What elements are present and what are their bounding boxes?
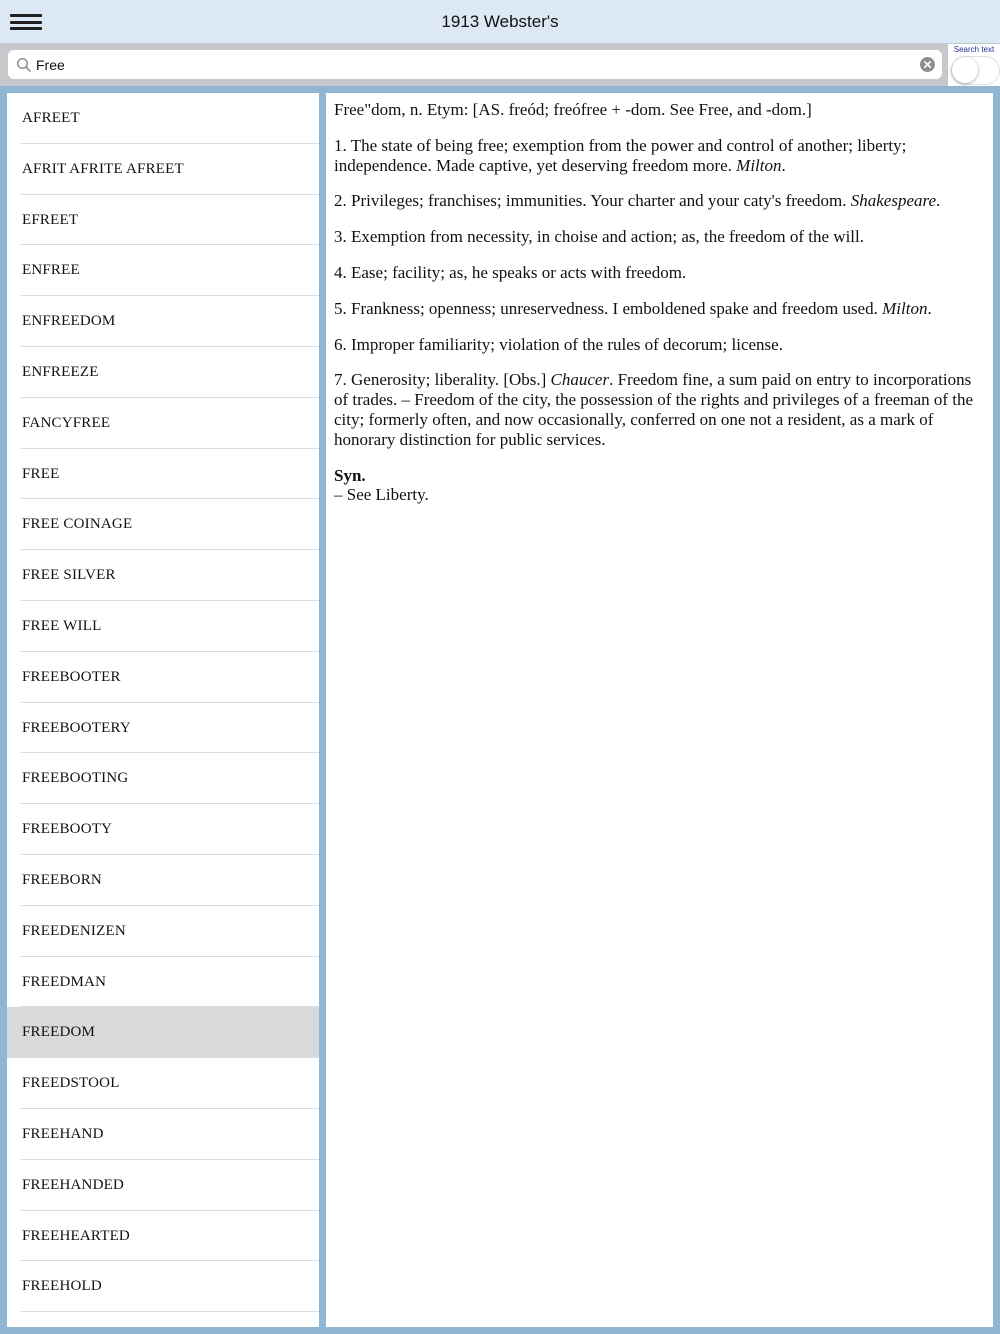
list-item[interactable]: [7, 957, 319, 1008]
list-item-label: FREEDOM: [22, 1024, 96, 1041]
list-item[interactable]: [7, 296, 319, 347]
definition-panel: [326, 93, 993, 1327]
clear-icon: [920, 57, 935, 72]
list-item[interactable]: [7, 550, 319, 601]
list-item-label: ENFREE: [22, 262, 80, 279]
definition-sense: [334, 227, 985, 247]
list-item[interactable]: [7, 449, 319, 500]
list-item[interactable]: [7, 906, 319, 957]
citation-author: Milton: [736, 155, 782, 175]
list-item[interactable]: [7, 804, 319, 855]
sense-text: 6. Improper familiarity; violation of the rules of decorum; license.: [334, 334, 783, 354]
search-input[interactable]: [36, 53, 916, 76]
list-item[interactable]: [7, 855, 319, 906]
sense-text-tail: . Freedom fine, a sum paid on entry to incorporations of trades. – Freedom of the city, the possession of the rights and privileges of a freeman of the city; formerly often, and now occasionally, conferred on one not a resident, as a mark of honorary distinction for public services.: [334, 370, 974, 449]
page-title: 1913 Webster's: [441, 12, 559, 31]
list-item[interactable]: [7, 1160, 319, 1211]
synonyms-text: – See Liberty.: [334, 485, 429, 505]
list-item[interactable]: [7, 144, 319, 195]
list-item[interactable]: [7, 1058, 319, 1109]
menu-icon-line: [10, 21, 42, 24]
sense-text: 5. Frankness; openness; unreservedness. I emboldened spake and freedom used.: [334, 298, 883, 318]
synonyms-heading: Syn.: [334, 465, 366, 485]
definition-sense: [334, 263, 985, 283]
list-item-label: FREEHANDED: [22, 1176, 124, 1193]
definition-sense: [334, 299, 985, 319]
definition-sense: [334, 191, 985, 211]
menu-icon-line: [10, 14, 42, 17]
list-item-label: FREEHAND: [22, 1125, 104, 1142]
list-item-label: FANCYFREE: [22, 414, 111, 431]
list-item-label: FREE COINAGE: [22, 516, 133, 533]
sense-text: 4. Ease; facility; as, he speaks or acts with freedom.: [334, 262, 687, 282]
list-item[interactable]: [7, 601, 319, 652]
definition-sense: [334, 370, 985, 449]
list-item-label: FREEBOOTER: [22, 668, 121, 685]
list-item[interactable]: [7, 195, 319, 246]
list-item[interactable]: [7, 1261, 319, 1312]
list-item[interactable]: [7, 347, 319, 398]
list-item-label: FREEBOOTY: [22, 821, 113, 838]
sense-text: 2. Privileges; franchises; immunities. Your charter and your caty's freedom.: [334, 191, 851, 211]
list-item-label: FREEDSTOOL: [22, 1075, 120, 1092]
list-item-label: FREEDMAN: [22, 973, 107, 990]
sense-text: 1. The state of being free; exemption from the power and control of another; liberty; independence. Made captive, yet deserving freedom more.: [334, 135, 907, 175]
menu-icon-line: [10, 27, 42, 30]
hamburger-menu-button[interactable]: [10, 12, 42, 32]
definition-sense: [334, 136, 985, 176]
list-item-label: AFRIT AFRITE AFREET: [22, 160, 184, 177]
list-item[interactable]: [7, 245, 319, 296]
list-item[interactable]: [7, 703, 319, 754]
list-item[interactable]: [7, 93, 319, 144]
list-item[interactable]: [7, 1109, 319, 1160]
list-item-label: FREEHOLD: [22, 1278, 102, 1295]
list-item[interactable]: [7, 753, 319, 804]
list-item[interactable]: [7, 398, 319, 449]
list-item-label: AFREET: [22, 110, 80, 126]
list-item-label: FREEHEARTED: [22, 1227, 130, 1244]
list-item-label: FREEBOOTING: [22, 770, 129, 787]
word-list: [7, 93, 319, 1327]
list-item-label: FREEBORN: [22, 871, 102, 888]
list-item-label: ENFREEZE: [22, 363, 99, 380]
definition-senses: [334, 136, 985, 450]
citation-author: Shakespeare: [850, 191, 937, 211]
search-bar: [0, 44, 1000, 86]
list-item-label: FREE: [22, 465, 60, 482]
sense-text: 3. Exemption from necessity, in choise and action; as, the freedom of the will.: [334, 227, 865, 247]
sense-text-tail: .: [781, 155, 786, 175]
definition-sense: [334, 335, 985, 355]
citation-author: Milton: [882, 298, 928, 318]
search-text-toggle[interactable]: [951, 56, 1000, 85]
sense-text-tail: .: [927, 298, 932, 318]
list-item[interactable]: [7, 1211, 319, 1262]
sense-text-tail: .: [936, 191, 941, 211]
list-item-label: FREEDENIZEN: [22, 922, 126, 939]
list-item[interactable]: [7, 499, 319, 550]
list-item-label: ENFREEDOM: [22, 313, 116, 330]
search-icon: [16, 57, 32, 73]
definition-heading: Free"dom, n. Etym: [AS. freód; freófree + -dom. See Free, and -dom.]: [334, 100, 812, 119]
synonyms-block: [334, 466, 985, 506]
list-item-label: FREE WILL: [22, 617, 102, 634]
list-item-label: EFREET: [22, 211, 79, 228]
search-text-toggle-label: Search text: [953, 45, 995, 54]
search-text-toggle-group: [948, 44, 1000, 86]
list-item[interactable]: [7, 652, 319, 703]
toggle-knob: [952, 57, 978, 83]
navigation-bar: [0, 0, 1000, 44]
sense-text: 7. Generosity; liberality. [Obs.]: [334, 370, 551, 390]
list-item[interactable]: [7, 1007, 319, 1058]
list-item-label: FREE SILVER: [22, 567, 116, 584]
search-field[interactable]: [8, 50, 942, 79]
clear-search-button[interactable]: [920, 57, 935, 72]
list-item-label: FREEBOOTERY: [22, 719, 131, 736]
citation-author: Chaucer: [550, 370, 610, 390]
